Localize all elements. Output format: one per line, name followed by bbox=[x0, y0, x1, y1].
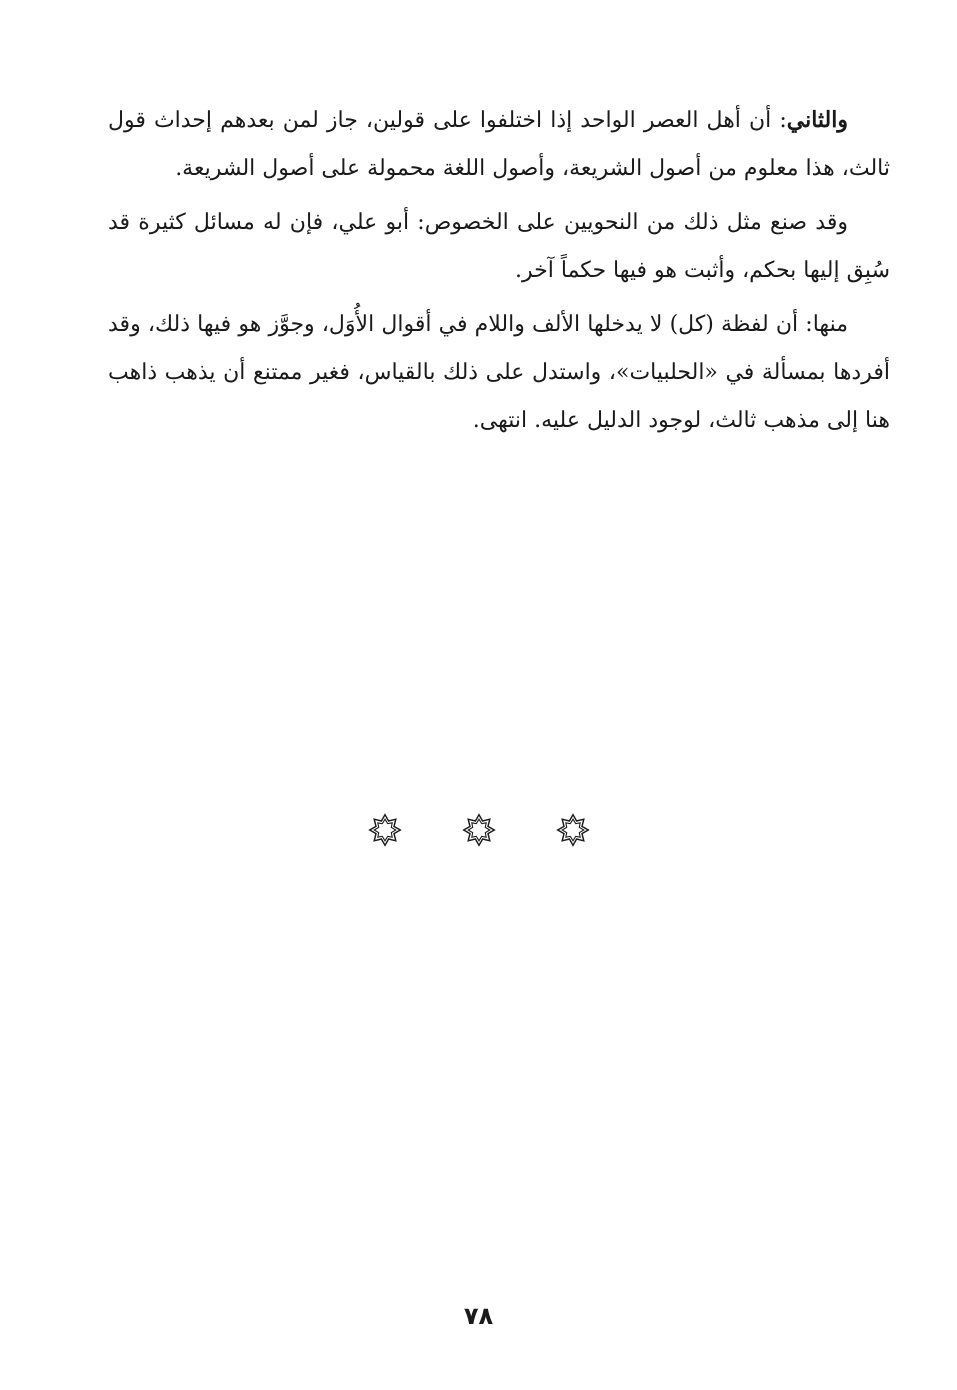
paragraph-lead-word: والثاني bbox=[786, 107, 848, 133]
body-text bbox=[108, 96, 890, 451]
paragraph-1 bbox=[108, 96, 890, 193]
star-ornament-icon bbox=[555, 812, 591, 848]
section-divider-ornaments bbox=[0, 812, 957, 852]
paragraph-2 bbox=[108, 199, 890, 295]
paragraph-text: : أن أهل العصر الواحد إذا اختلفوا على قولين، جاز لمن بعدهم إحداث قول ثالث، هذا معلوم من أصول الشريعة، وأصول اللغة محمولة على أصول الشريعة. bbox=[108, 108, 890, 181]
page-number: ٧٨ bbox=[463, 1302, 494, 1330]
star-ornament-icon bbox=[367, 812, 403, 848]
paragraph-text: منها: أن لفظة (كل) لا يدخلها الألف واللام في أقوال الأُوَل، وجوَّز هو فيها ذلك، وقد أفردها بمسألة في «الحلبيات»، واستدل على ذلك بالقياس، فغير ممتنع أن يذهب ذاهب هنا إلى مذهب ثالث، لوجود الدليل عليه. انتهى. bbox=[108, 312, 890, 433]
star-ornament-icon bbox=[461, 812, 497, 848]
paragraph-3 bbox=[108, 301, 890, 445]
paragraph-text: وقد صنع مثل ذلك من النحويين على الخصوص: أبو علي، فإن له مسائل كثيرة قد سُبِق إليها بحكم، وأثبت هو فيها حكماً آخر. bbox=[108, 210, 890, 283]
